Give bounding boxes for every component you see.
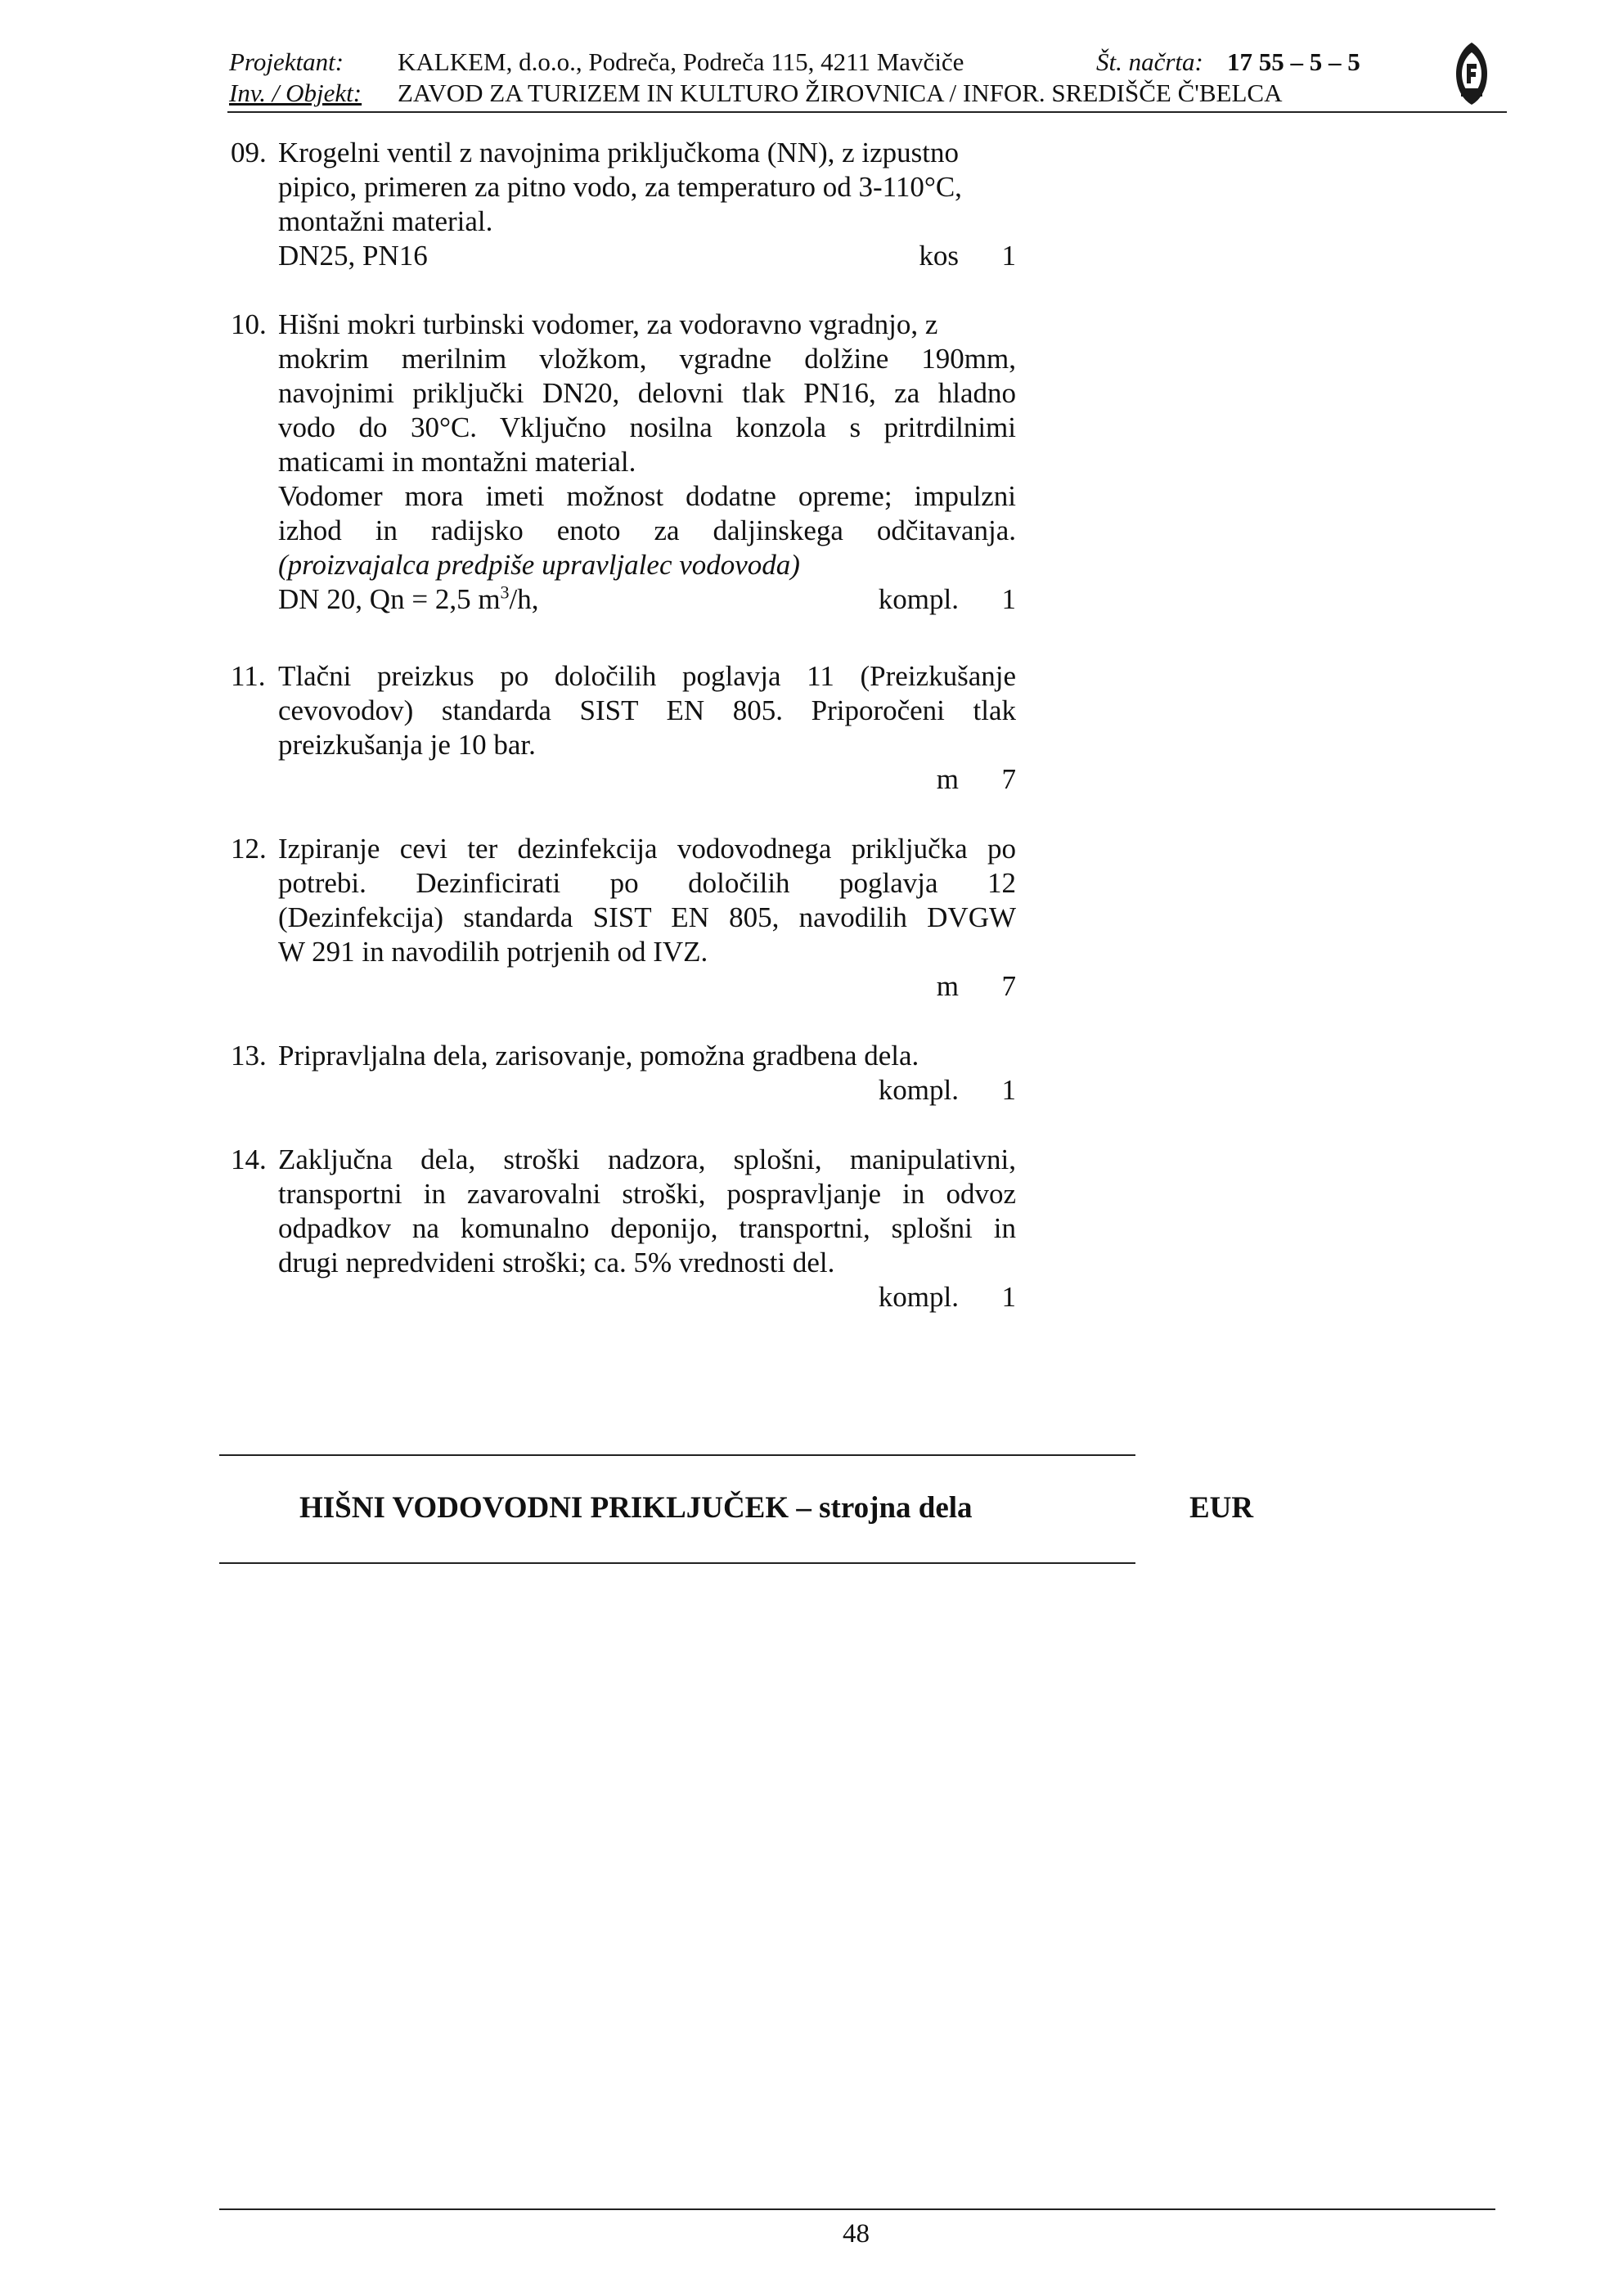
footer-rule	[219, 2208, 1495, 2210]
item-quantity: 1	[1001, 583, 1016, 615]
item-text-line: (proizvajalca predpiše upravljalec vodovoda)	[278, 549, 800, 581]
projektant-value: KALKEM, d.o.o., Podreča, Podreča 115, 4211 Mavčiče	[398, 47, 964, 76]
item-unit: m	[936, 763, 959, 795]
page-number: 48	[843, 2219, 870, 2249]
item-unit: m	[936, 970, 959, 1002]
item-text-line: W 291 in navodilih potrjenih od IVZ.	[278, 936, 708, 968]
summary-title: HIŠNI VODOVODNI PRIKLJUČEK – strojna dela	[299, 1491, 973, 1525]
item-quantity: 7	[1001, 763, 1016, 795]
item-text-line: mokrim merilnim vložkom, vgradne dolžine 190mm,	[278, 343, 1016, 375]
item-text-line: DN25, PN16	[278, 240, 428, 272]
objekt-label: Inv. / Objekt:	[229, 79, 362, 107]
item-text-line: izhod in radijsko enoto za daljinskega odčitavanja.	[278, 514, 1016, 546]
item-text-line: Izpiranje cevi ter dezinfekcija vodovodnega priključka po	[278, 833, 1016, 865]
item-text-line: navojnimi priključki DN20, delovni tlak PN16, za hladno	[278, 377, 1016, 409]
item-text-line: Hišni mokri turbinski vodomer, za vodoravno vgradnjo, z	[278, 308, 938, 340]
item-quantity: 1	[1001, 240, 1016, 272]
item-number: 12.	[231, 833, 267, 865]
item-text-line	[278, 583, 539, 615]
item-unit: kompl.	[878, 583, 959, 615]
item-text-line: Tlačni preizkus po določilih poglavja 11 (Preizkušanje	[278, 660, 1016, 692]
item-number: 10.	[231, 308, 267, 340]
item-text-line: potrebi. Dezinficirati po določilih poglavja 12	[278, 867, 1016, 899]
item-text-line: cevovodov) standarda SIST EN 805. Priporočeni tlak	[278, 694, 1016, 726]
summary-currency: EUR	[1189, 1491, 1254, 1525]
item-unit: kompl.	[878, 1074, 959, 1106]
item-number: 11.	[231, 660, 266, 692]
item-text-line: Krogelni ventil z navojnima priključkoma (NN), z izpustno	[278, 137, 960, 168]
item-text-line: (Dezinfekcija) standarda SIST EN 805, navodilih DVGW	[278, 901, 1016, 933]
projektant-label: Projektant:	[229, 47, 344, 76]
item-text-line: Vodomer mora imeti možnost dodatne opreme; impulzni	[278, 480, 1016, 512]
superscript: 3	[500, 582, 510, 603]
item-text-line: preizkušanja je 10 bar.	[278, 729, 536, 761]
item-text-line: drugi nepredvideni stroški; ca. 5% vrednosti del.	[278, 1247, 835, 1278]
flow-rate-unit: /h,	[509, 583, 539, 615]
item-text-line: pipico, primeren za pitno vodo, za temperaturo od 3-110°C,	[278, 171, 962, 203]
item-text-line: Pripravljalna dela, zarisovanje, pomožna gradbena dela.	[278, 1040, 919, 1072]
summary-top-rule	[219, 1454, 1135, 1456]
item-unit: kompl.	[878, 1281, 959, 1313]
item-number: 13.	[231, 1040, 267, 1072]
flow-rate-text: DN 20, Qn = 2,5 m	[278, 583, 501, 615]
item-text-line: vodo do 30°C. Vključno nosilna konzola s pritrdilnimi	[278, 411, 1016, 443]
drawing-number-label: Št. načrta:	[1096, 47, 1203, 76]
item-number: 14.	[231, 1144, 267, 1175]
company-logo-icon	[1453, 41, 1490, 106]
item-quantity: 1	[1001, 1281, 1016, 1313]
objekt-value: ZAVOD ZA TURIZEM IN KULTURO ŽIROVNICA / INFOR. SREDIŠČE Č'BELCA	[398, 79, 1283, 107]
item-quantity: 7	[1001, 970, 1016, 1002]
item-text-line: montažni material.	[278, 205, 493, 237]
item-unit: kos	[919, 240, 959, 272]
header-rule	[227, 111, 1507, 113]
item-text-line: odpadkov na komunalno deponijo, transportni, splošni in	[278, 1212, 1016, 1244]
item-number: 09.	[231, 137, 267, 168]
summary-bottom-rule	[219, 1562, 1135, 1564]
item-text-line: maticami in montažni material.	[278, 446, 636, 478]
drawing-number-value: 17 55 – 5 – 5	[1227, 47, 1360, 76]
item-text-line: Zaključna dela, stroški nadzora, splošni, manipulativni,	[278, 1144, 1016, 1175]
item-quantity: 1	[1001, 1074, 1016, 1106]
item-text-line: transportni in zavarovalni stroški, pospravljanje in odvoz	[278, 1178, 1016, 1210]
